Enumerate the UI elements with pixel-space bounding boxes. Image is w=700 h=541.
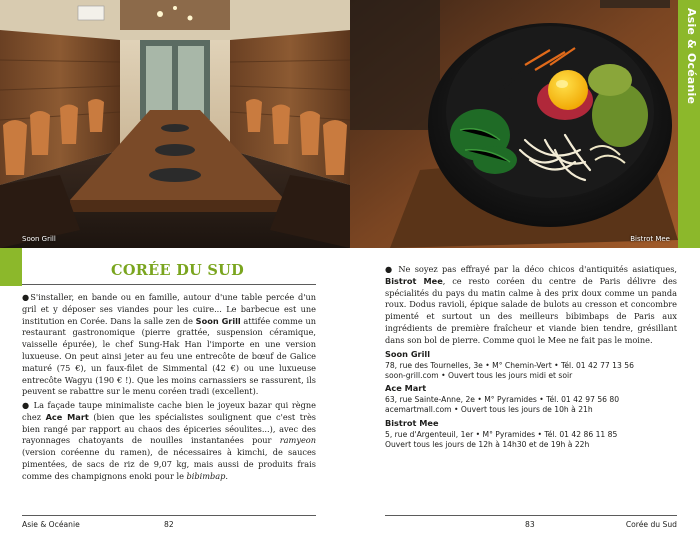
page-number: 83: [525, 520, 535, 529]
footer-divider: [22, 515, 316, 516]
address-line: 78, rue des Tournelles, 3e • M° Chemin-Vert • Tél. 01 42 77 13 56: [385, 360, 634, 370]
bibimbap-illustration: [350, 0, 678, 248]
section-title: CORÉE DU SUD: [111, 262, 244, 279]
title-divider: [22, 284, 316, 285]
address-name: Ace Mart: [385, 383, 427, 393]
bullet-icon: ●: [385, 264, 394, 274]
italic-term: ramyeon: [279, 435, 316, 446]
photo-credit: Soon Grill: [22, 235, 56, 243]
address-hours: soon-grill.com • Ouvert tous les jours midi et soir: [385, 371, 573, 381]
address-line: 63, rue Sainte-Anne, 2e • M° Pyramides • Tél. 01 42 97 56 80: [385, 394, 620, 404]
section-side-tab: [678, 0, 700, 248]
paragraph-soon-grill: [22, 292, 316, 398]
address-name: Bistrot Mee: [385, 418, 439, 428]
text-run: attifée comme un restaurant gastronomique (pierre grattée, suspension céramique, vaisselle épurée), le chef Sung-Hak Han l'importe en une version luxueuse. On peut ainsi jeter au feu une entrecôte de bœuf de Galice maturé (75 €), un faux-filet de Simmental (42 €) ou une luxueuse entrecôte Wagyu (190 € !). Que les moins carnassiers se rassurent, ils peuvent se rabattre sur le menu coréen tradi (excellent).: [22, 315, 316, 397]
italic-term: bibimbap: [186, 470, 226, 481]
text-run: La façade taupe minimaliste cache bien le joyeux bazar qui règne chez: [22, 400, 316, 422]
footer-region-label: Asie & Océanie: [22, 520, 80, 529]
address-soon-grill: [385, 349, 677, 382]
bibimbap-photo: [350, 0, 678, 248]
text-run: (version coréenne du ramen), de nécessaires à kimchi, de sauces pimentées, de sacs de riz de 9,07 kg, mais aussi de produits frais comme des champignons enoki pour le: [22, 447, 316, 481]
restaurant-interior-illustration: [0, 0, 350, 248]
text-run: , ce resto coréen du centre de Paris délivre des spécialités du pays du matin calme à des prix doux comme un panda roux. Dodus ravioli, épique salade de bulots au cresson et concombre pimenté et surtout un des meilleurs bibimbaps de Paris aux ingrédients de première fraîcheur et viande bien tendre, grésillant dans son bol de pierre. Comme quoi le Mee ne fait pas le moine.: [385, 275, 677, 345]
page-number: 82: [164, 520, 174, 529]
address-hours: acemartmall.com • Ouvert tous les jours de 10h à 21h: [385, 405, 593, 415]
bold-venue-name: Soon Grill: [195, 315, 241, 326]
paragraph-bistrot-mee: [385, 264, 677, 347]
address-name: Soon Grill: [385, 349, 431, 359]
text-run: Ne soyez pas effrayé par la déco chicos d'antiquités asiatiques,: [393, 264, 677, 274]
footer-country-label: Corée du Sud: [625, 520, 677, 529]
bold-venue-name: Ace Mart: [45, 411, 89, 422]
paragraph-ace-mart: [22, 400, 316, 483]
bullet-icon: ●: [22, 292, 31, 302]
address-ace-mart: [385, 383, 677, 416]
address-line: 5, rue d'Argenteuil, 1er • M° Pyramides • Tél. 01 42 86 11 85: [385, 429, 618, 439]
text-run: S'installer, en bande ou en famille, autour d'une table percée d'un gril et y déposer ses viandes pour les cuire... Le barbecue est une institution en Corée. Dans la salle zen de: [22, 292, 316, 326]
restaurant-interior-photo: [0, 0, 350, 248]
text-run: .: [225, 470, 228, 481]
bullet-icon: ●: [22, 400, 31, 410]
address-bistrot-mee: [385, 418, 677, 451]
text-run: (bien que les spécialistes soulignent que c'est très bien rangé par rapport au chaos des épiceries séoulites...), avec des rayonnages chatoyants de nouilles instantanées pour: [22, 411, 316, 446]
footer-divider: [385, 515, 677, 516]
green-accent-bar: [0, 248, 22, 286]
photo-credit: Bistrot Mee: [630, 235, 670, 243]
address-hours: Ouvert tous les jours de 12h à 14h30 et de 19h à 22h: [385, 440, 590, 450]
right-page: [350, 0, 700, 541]
bold-venue-name: Bistrot Mee: [385, 275, 443, 286]
side-tab-label: Asie & Océanie: [685, 8, 698, 105]
